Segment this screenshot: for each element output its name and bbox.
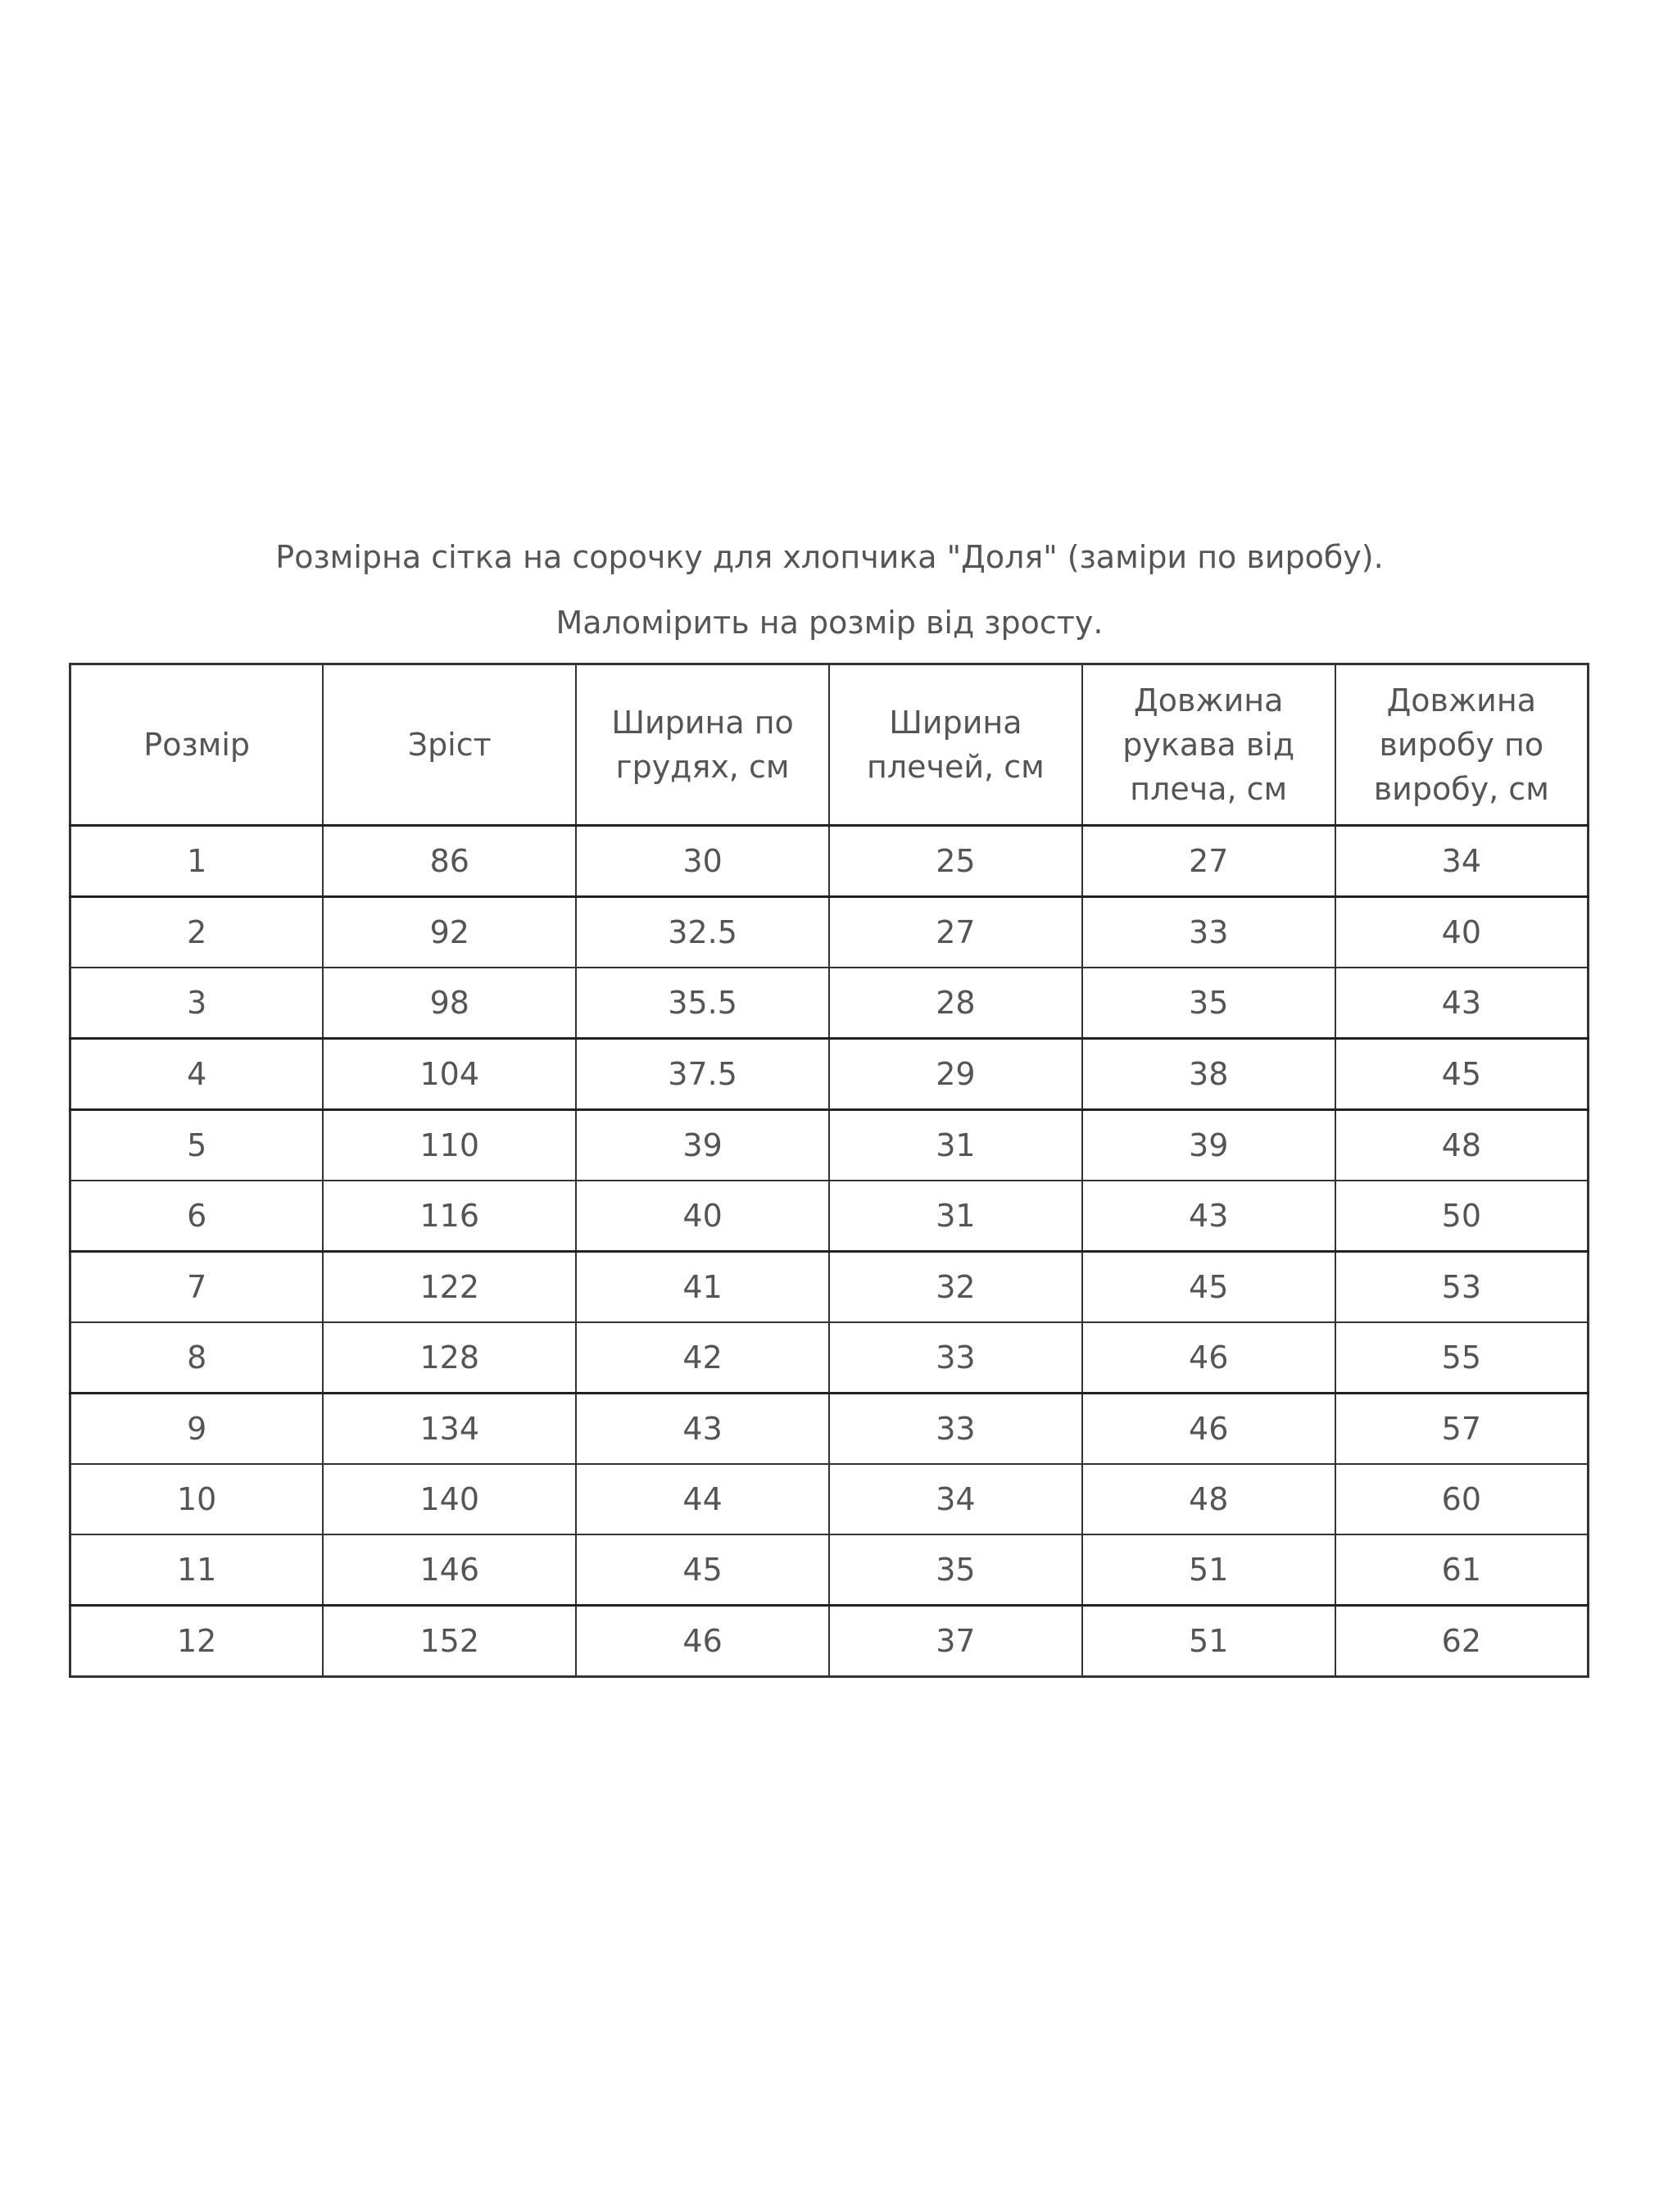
cell-garment-length: 48 <box>1335 1110 1589 1181</box>
cell-size: 5 <box>70 1110 324 1181</box>
size-chart-title: Розмірна сітка на сорочку для хлопчика "Доля" (заміри по виробу). <box>275 539 1384 575</box>
cell-shoulder-width: 31 <box>829 1110 1082 1181</box>
cell-height: 152 <box>323 1606 576 1677</box>
cell-garment-length: 61 <box>1335 1534 1589 1606</box>
cell-size: 12 <box>70 1606 324 1677</box>
table-row <box>70 826 1589 897</box>
cell-sleeve-length: 43 <box>1082 1181 1335 1252</box>
table-row <box>70 1039 1589 1110</box>
header-sleeve-length: Довжина рукава від плеча, см <box>1082 664 1335 826</box>
cell-shoulder-width: 31 <box>829 1181 1082 1252</box>
cell-size: 11 <box>70 1534 324 1606</box>
cell-garment-length: 34 <box>1335 826 1589 897</box>
cell-sleeve-length: 27 <box>1082 826 1335 897</box>
table-row <box>70 1181 1589 1252</box>
cell-garment-length: 62 <box>1335 1606 1589 1677</box>
cell-height: 122 <box>323 1252 576 1323</box>
cell-chest-width: 32.5 <box>576 897 829 968</box>
cell-size: 7 <box>70 1252 324 1323</box>
cell-shoulder-width: 28 <box>829 968 1082 1039</box>
cell-height: 104 <box>323 1039 576 1110</box>
cell-chest-width: 45 <box>576 1534 829 1606</box>
cell-garment-length: 40 <box>1335 897 1589 968</box>
cell-sleeve-length: 39 <box>1082 1110 1335 1181</box>
cell-chest-width: 39 <box>576 1110 829 1181</box>
cell-height: 134 <box>323 1394 576 1465</box>
cell-size: 1 <box>70 826 324 897</box>
cell-size: 6 <box>70 1181 324 1252</box>
cell-size: 3 <box>70 968 324 1039</box>
table-row <box>70 1322 1589 1394</box>
cell-size: 10 <box>70 1464 324 1534</box>
cell-garment-length: 45 <box>1335 1039 1589 1110</box>
cell-height: 98 <box>323 968 576 1039</box>
header-chest-width: Ширина по грудях, см <box>576 664 829 826</box>
table-header-row <box>70 664 1589 826</box>
cell-height: 146 <box>323 1534 576 1606</box>
cell-size: 9 <box>70 1394 324 1465</box>
table-row <box>70 1252 1589 1323</box>
cell-height: 140 <box>323 1464 576 1534</box>
cell-height: 86 <box>323 826 576 897</box>
size-chart-note: Маломірить на розмір від зросту. <box>555 605 1104 641</box>
cell-chest-width: 46 <box>576 1606 829 1677</box>
cell-sleeve-length: 46 <box>1082 1394 1335 1465</box>
cell-sleeve-length: 46 <box>1082 1322 1335 1394</box>
cell-size: 4 <box>70 1039 324 1110</box>
cell-shoulder-width: 33 <box>829 1322 1082 1394</box>
cell-chest-width: 41 <box>576 1252 829 1323</box>
cell-sleeve-length: 51 <box>1082 1606 1335 1677</box>
cell-shoulder-width: 34 <box>829 1464 1082 1534</box>
cell-garment-length: 55 <box>1335 1322 1589 1394</box>
table-row <box>70 968 1589 1039</box>
size-table <box>69 663 1589 1678</box>
cell-size: 8 <box>70 1322 324 1394</box>
cell-garment-length: 57 <box>1335 1394 1589 1465</box>
cell-garment-length: 53 <box>1335 1252 1589 1323</box>
cell-shoulder-width: 33 <box>829 1394 1082 1465</box>
cell-shoulder-width: 27 <box>829 897 1082 968</box>
cell-shoulder-width: 29 <box>829 1039 1082 1110</box>
cell-chest-width: 42 <box>576 1322 829 1394</box>
cell-chest-width: 35.5 <box>576 968 829 1039</box>
cell-shoulder-width: 35 <box>829 1534 1082 1606</box>
cell-shoulder-width: 25 <box>829 826 1082 897</box>
cell-chest-width: 43 <box>576 1394 829 1465</box>
cell-shoulder-width: 37 <box>829 1606 1082 1677</box>
cell-height: 128 <box>323 1322 576 1394</box>
table-row <box>70 1394 1589 1465</box>
cell-sleeve-length: 38 <box>1082 1039 1335 1110</box>
table-row <box>70 1464 1589 1534</box>
header-height: Зріст <box>323 664 576 826</box>
cell-size: 2 <box>70 897 324 968</box>
cell-garment-length: 43 <box>1335 968 1589 1039</box>
cell-height: 92 <box>323 897 576 968</box>
cell-height: 110 <box>323 1110 576 1181</box>
cell-sleeve-length: 48 <box>1082 1464 1335 1534</box>
cell-garment-length: 50 <box>1335 1181 1589 1252</box>
cell-chest-width: 44 <box>576 1464 829 1534</box>
table-row <box>70 1606 1589 1677</box>
cell-chest-width: 37.5 <box>576 1039 829 1110</box>
cell-height: 116 <box>323 1181 576 1252</box>
header-shoulder-width: Ширина плечей, см <box>829 664 1082 826</box>
cell-shoulder-width: 32 <box>829 1252 1082 1323</box>
header-size: Розмір <box>70 664 324 826</box>
cell-sleeve-length: 45 <box>1082 1252 1335 1323</box>
table-row <box>70 1110 1589 1181</box>
cell-sleeve-length: 33 <box>1082 897 1335 968</box>
header-garment-length: Довжина виробу по виробу, см <box>1335 664 1589 826</box>
cell-sleeve-length: 35 <box>1082 968 1335 1039</box>
cell-sleeve-length: 51 <box>1082 1534 1335 1606</box>
cell-chest-width: 40 <box>576 1181 829 1252</box>
table-row <box>70 897 1589 968</box>
cell-chest-width: 30 <box>576 826 829 897</box>
cell-garment-length: 60 <box>1335 1464 1589 1534</box>
table-row <box>70 1534 1589 1606</box>
